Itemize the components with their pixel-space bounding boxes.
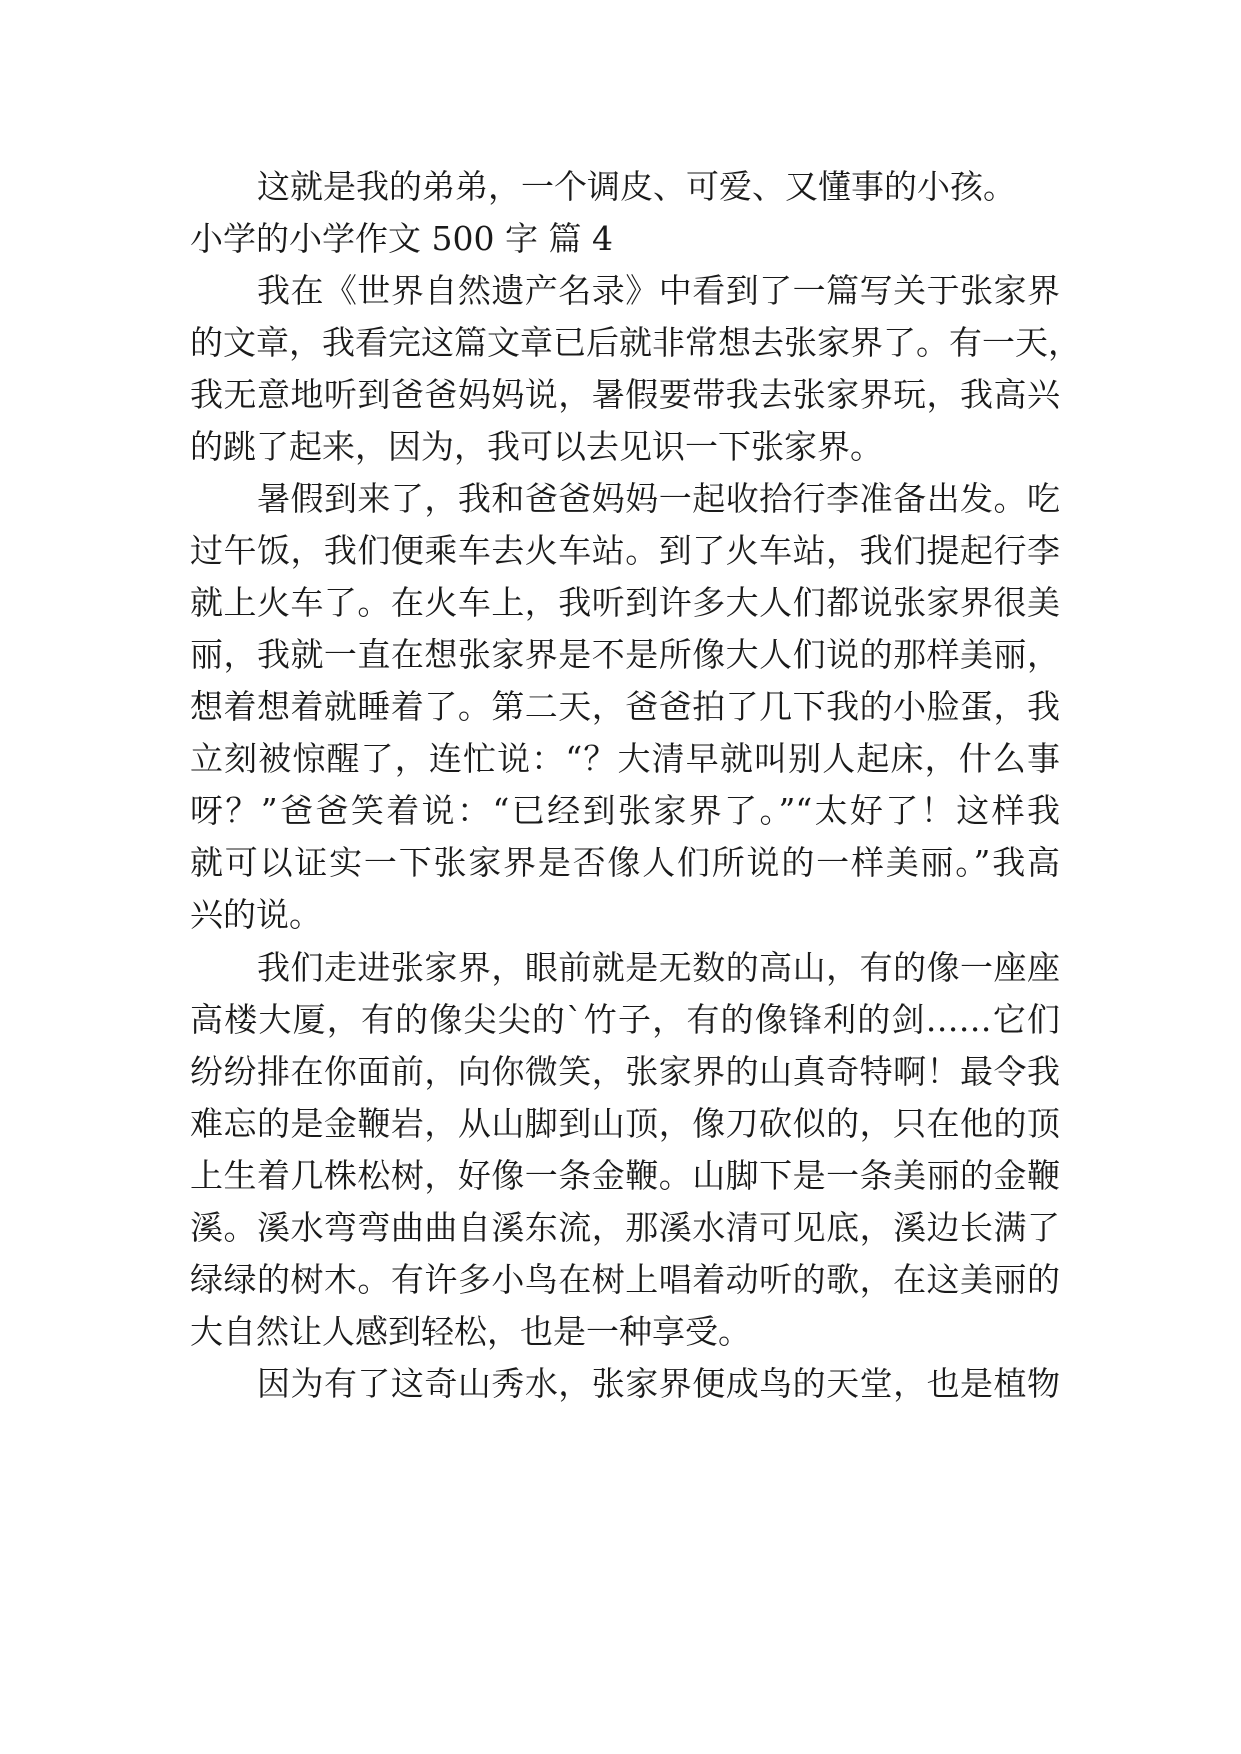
- section-heading: 小学的小学作文 500 字 篇 4: [190, 219, 613, 258]
- paragraph-line: 呀？”爸爸笑着说：“已经到张家界了。”“太好了！这样我: [190, 791, 1060, 830]
- paragraph-line: 立刻被惊醒了，连忙说：“？大清早就叫别人起床，什么事: [190, 739, 1060, 778]
- paragraph-line: 高楼大厦，有的像尖尖的`竹子，有的像锋利的剑……它们: [190, 1000, 1060, 1039]
- paragraph-line: 丽，我就一直在想张家界是不是所像大人们说的那样美丽，: [190, 635, 1060, 674]
- paragraph-line: 大自然让人感到轻松，也是一种享受。: [190, 1312, 751, 1351]
- paragraph-line: 我们走进张家界，眼前就是无数的高山，有的像一座座: [257, 948, 1060, 987]
- paragraph-line: 暑假到来了，我和爸爸妈妈一起收拾行李准备出发。吃: [257, 479, 1060, 518]
- paragraph-line: 绿绿的树木。有许多小鸟在树上唱着动听的歌，在这美丽的: [190, 1260, 1060, 1299]
- paragraph-line: 纷纷排在你面前，向你微笑，张家界的山真奇特啊！最令我: [190, 1052, 1060, 1091]
- paragraph-line: 的跳了起来，因为，我可以去见识一下张家界。: [190, 427, 883, 466]
- paragraph-line: 这就是我的弟弟，一个调皮、可爱、又懂事的小孩。: [257, 167, 1016, 206]
- paragraph-line: 因为有了这奇山秀水，张家界便成鸟的天堂，也是植物: [257, 1364, 1060, 1403]
- paragraph-line: 兴的说。: [190, 895, 322, 934]
- paragraph-line: 就可以证实一下张家界是否像人们所说的一样美丽。”我高: [190, 843, 1060, 882]
- paragraph-line: 难忘的是金鞭岩，从山脚到山顶，像刀砍似的，只在他的顶: [190, 1104, 1060, 1143]
- paragraph-line: 上生着几株松树，好像一条金鞭。山脚下是一条美丽的金鞭: [190, 1156, 1060, 1195]
- paragraph-line: 想着想着就睡着了。第二天，爸爸拍了几下我的小脸蛋，我: [190, 687, 1060, 726]
- paragraph-line: 溪。溪水弯弯曲曲自溪东流，那溪水清可见底，溪边长满了: [190, 1208, 1060, 1247]
- paragraph-line: 我在《世界自然遗产名录》中看到了一篇写关于张家界: [257, 271, 1060, 310]
- paragraph-line: 过午饭，我们便乘车去火车站。到了火车站，我们提起行李: [190, 531, 1060, 570]
- paragraph-line: 就上火车了。在火车上，我听到许多大人们都说张家界很美: [190, 583, 1060, 622]
- paragraph-line: 的文章，我看完这篇文章已后就非常想去张家界了。有一天，: [190, 323, 1081, 362]
- paragraph-line: 我无意地听到爸爸妈妈说，暑假要带我去张家界玩，我高兴: [190, 375, 1060, 414]
